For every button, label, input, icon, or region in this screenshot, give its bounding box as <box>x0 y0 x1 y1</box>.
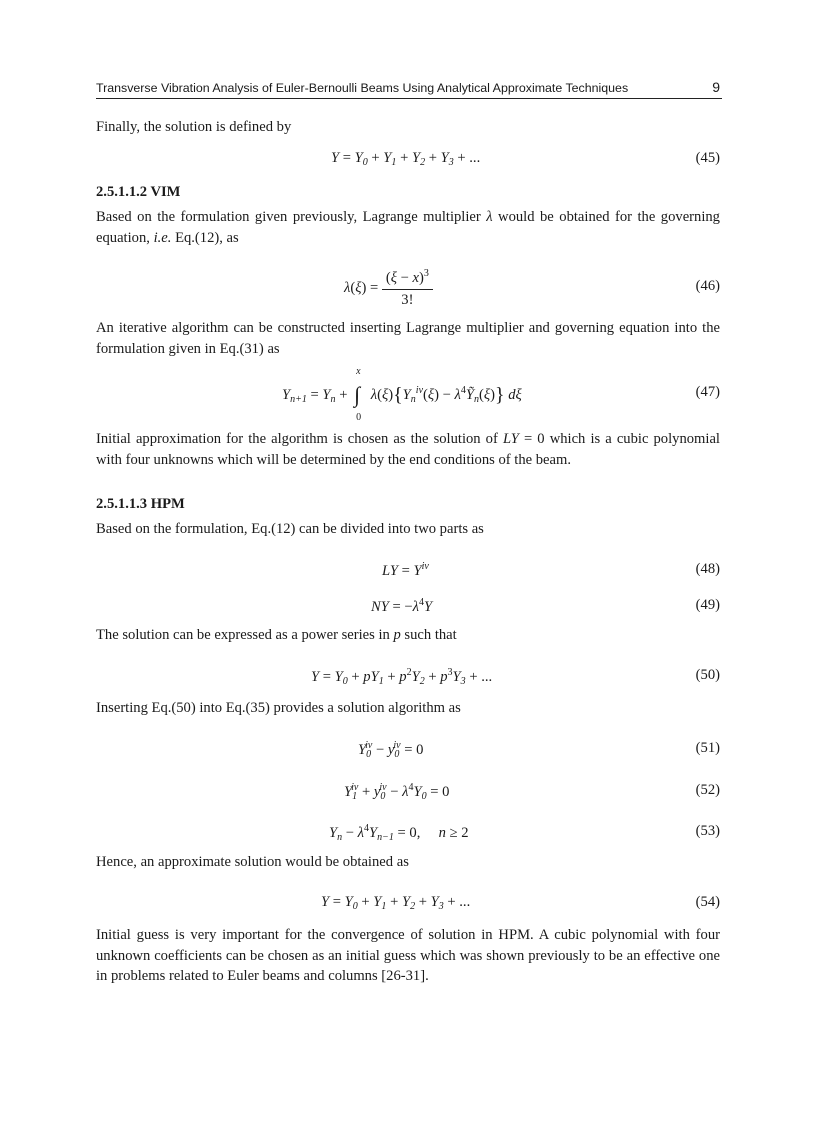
paragraph-iterative: An iterative algorithm can be constructed inserting Lagrange multiplier and governing equation into the formulation given in Eq.(31) as <box>96 320 720 357</box>
running-header <box>96 76 722 99</box>
paragraph-two-parts: Based on the formulation, Eq.(12) can be divided into two parts as <box>96 521 484 537</box>
equation-51: $Y_0^{iv} - y_0^{iv} = 0$ (51) <box>358 740 720 760</box>
paragraph-initial-guess: Initial guess is very important for the convergence of solution in HPM. A cubic polynomial with four unknown coefficients can be chosen as an initial guess which was shown previously to be an effective one in problems related to Euler beams and columns [26-31]. <box>96 927 720 984</box>
equation-number: (51) <box>695 740 720 756</box>
paragraph-text: The solution can be expressed as a power series in <box>96 627 390 643</box>
running-title: Transverse Vibration Analysis of Euler-Bernoulli Beams Using Analytical Approximate Techniques <box>96 81 629 95</box>
equation-45: $Y = Y_0 + Y_1 + Y_2 + Y_3$ + ... (45) <box>331 150 720 168</box>
equation-number: (54) <box>695 894 720 910</box>
equation-number: (53) <box>695 823 720 839</box>
equation-number: (47) <box>695 384 720 400</box>
paragraph-hence: Hence, an approximate solution would be obtained as <box>96 854 409 870</box>
paragraph-lagrange: Based on the formulation given previously, Lagrange multiplier λ would be obtained for the governing equation, i.e. Eq.(12), as <box>96 209 720 246</box>
paragraph-initial-approx: Initial approximation for the algorithm is chosen as the solution of LY = 0 which is a cubic polynomial with four unknowns which will be determined by the end conditions of the beam. <box>96 431 720 468</box>
section-heading-vim: 2.5.1.1.2 VIM <box>96 184 181 200</box>
section-heading-hpm: 2.5.1.1.3 HPM <box>96 496 185 512</box>
equation-number: (49) <box>695 597 720 613</box>
paragraph-text: i.e. <box>153 229 172 246</box>
equation-46: λ(ξ) = $\frac{(\xi - x)^3}{3!}$ (46) <box>344 268 720 308</box>
paragraph-power-series: The solution can be expressed as a power series in p such that <box>96 627 457 643</box>
equation-50: $Y = Y_0 + pY_1 + p^2Y_2 + p^3Y_3$ + ... (50) <box>311 667 720 687</box>
equation-number: (45) <box>695 150 720 166</box>
paragraph-text: Eq.(12), as <box>175 229 239 246</box>
equation-53: $Y_n - \lambda^4Y_{n-1} = 0$, n ≥ 2 (53) <box>329 823 720 843</box>
paragraph-text: which is a cubic polynomial with four unknowns which will be determined by the end conditions of the beam. <box>96 431 720 468</box>
equation-47: $Y_{n+1} = Y_n$ + x ∫ 0 $\lambda(\xi)\{Y_n^{iv}(\xi)$ − $\lambda^4Ỹ_n(\xi)$} dξ (47) <box>282 365 720 423</box>
equation-54: $Y = Y_0 + Y_1 + Y_2 + Y_3$ + ... (54) <box>321 894 720 912</box>
paragraph-finally: Finally, the solution is defined by <box>96 119 292 135</box>
paragraph-text: Based on the formulation given previously, Lagrange multiplier <box>96 209 481 225</box>
equation-48: LY = $Y^{iv}$ (48) <box>382 561 720 579</box>
equation-number: (50) <box>695 667 720 683</box>
paragraph-inserting: Inserting Eq.(50) into Eq.(35) provides a solution algorithm as <box>96 700 461 716</box>
equation-number: (52) <box>695 782 720 798</box>
equation-number: (46) <box>695 278 720 294</box>
paragraph-text: would be obtained for the governing equation, <box>96 209 720 246</box>
page-number: 9 <box>712 79 720 95</box>
equation-52: $Y_1^{iv} + y_0^{iv} - \lambda^4Y_0 = 0$ (52) <box>344 782 720 802</box>
equation-number: (48) <box>695 561 720 577</box>
equation-49: NY = $-\lambda^4Y$ (49) <box>371 597 720 615</box>
paragraph-text: such that <box>404 627 457 643</box>
paragraph-text: Initial approximation for the algorithm is chosen as the solution of <box>96 431 498 447</box>
